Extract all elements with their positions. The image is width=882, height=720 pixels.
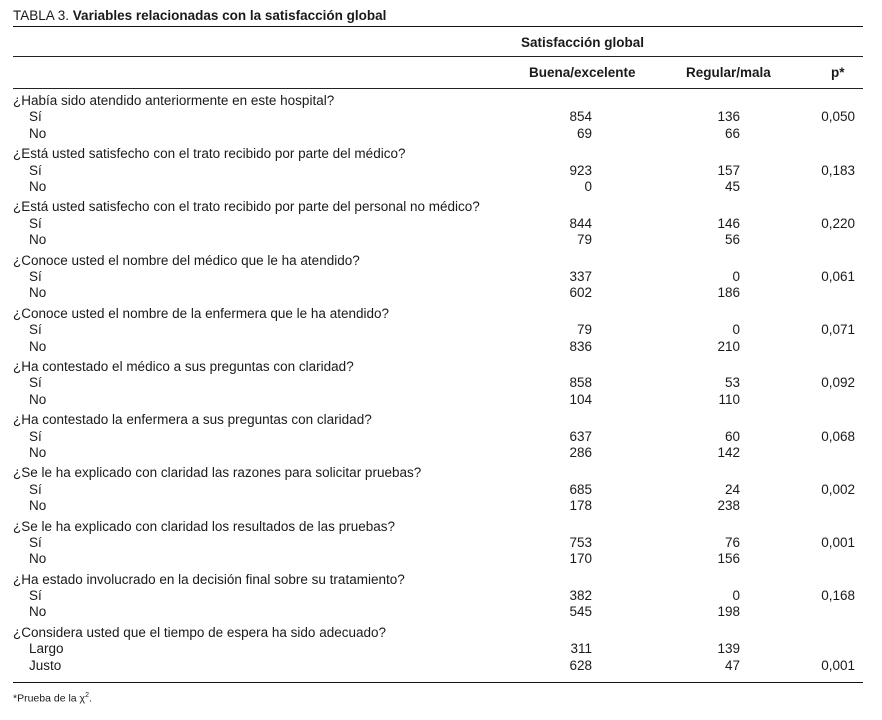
- question-text: ¿Ha contestado el médico a sus preguntas con claridad?: [13, 358, 354, 374]
- answer-label: No: [29, 338, 47, 354]
- caption-title: Variables relacionadas con la satisfacción global: [72, 8, 387, 23]
- question-row: [13, 199, 863, 215]
- value-buena: 685: [569, 481, 592, 497]
- value-p: 0,050: [821, 109, 855, 125]
- answer-row: [13, 285, 863, 301]
- question-row: [13, 253, 863, 269]
- column-header-p: p*: [831, 65, 845, 80]
- answer-row: [13, 551, 863, 567]
- value-regular: 139: [717, 641, 740, 657]
- answer-row: [13, 429, 863, 445]
- answer-row: [13, 339, 863, 355]
- value-p: 0,068: [821, 428, 855, 444]
- value-regular: 60: [724, 428, 740, 444]
- value-buena: 311: [570, 641, 592, 657]
- answer-row: [13, 445, 863, 461]
- answer-label: Sí: [29, 109, 42, 125]
- answer-label: No: [29, 391, 47, 407]
- value-buena: 382: [569, 588, 592, 604]
- value-p: 0,002: [821, 481, 855, 497]
- value-buena: 545: [569, 604, 592, 620]
- answer-row: [13, 109, 863, 125]
- value-buena: 858: [569, 375, 592, 391]
- answer-label: No: [29, 232, 47, 248]
- answer-label: No: [29, 444, 47, 460]
- value-buena: 854: [569, 109, 592, 125]
- value-regular: 24: [724, 481, 740, 497]
- table-document: [13, 6, 863, 705]
- value-regular: 110: [718, 391, 740, 407]
- value-regular: 0: [732, 588, 740, 604]
- value-regular: 146: [717, 215, 740, 231]
- value-buena: 628: [569, 657, 592, 673]
- answer-label: Sí: [29, 481, 42, 497]
- question-group: [13, 359, 863, 412]
- answer-label: Sí: [29, 322, 42, 338]
- question-text: ¿Considera usted que el tiempo de espera ha sido adecuado?: [13, 624, 387, 640]
- footnote-superscript: 2: [85, 692, 89, 700]
- value-p: 0,071: [821, 322, 855, 338]
- column-header-regular: Regular/mala: [686, 65, 771, 80]
- value-regular: 136: [717, 109, 740, 125]
- question-text: ¿Conoce usted el nombre de la enfermera que le ha atendido?: [13, 305, 389, 321]
- answer-label: Sí: [29, 534, 42, 550]
- footnote-text: *Prueba de la χ: [13, 692, 86, 705]
- answer-row: [13, 179, 863, 195]
- value-buena: 170: [569, 551, 592, 567]
- question-group: [13, 625, 863, 678]
- value-regular: 157: [717, 162, 740, 178]
- footnote: [13, 692, 863, 705]
- value-regular: 0: [732, 268, 740, 284]
- answer-row: [13, 126, 863, 142]
- answer-label: Sí: [29, 162, 42, 178]
- caption-prefix: TABLA 3.: [13, 8, 70, 23]
- question-group: [13, 572, 863, 625]
- value-buena: 104: [569, 391, 592, 407]
- question-group: [13, 519, 863, 572]
- question-group: [13, 412, 863, 465]
- question-text: ¿Ha estado involucrado en la decisión final sobre su tratamiento?: [13, 571, 405, 587]
- question-row: [13, 93, 863, 109]
- value-p: 0,001: [821, 657, 855, 673]
- value-regular: 47: [724, 657, 740, 673]
- answer-label: No: [29, 125, 47, 141]
- answer-label: No: [29, 498, 47, 514]
- answer-row: [13, 604, 863, 620]
- question-text: ¿Se le ha explicado con claridad los resultados de las pruebas?: [13, 518, 395, 534]
- value-buena: 178: [569, 498, 592, 514]
- question-text: ¿Está usted satisfecho con el trato recibido por parte del personal no médico?: [13, 199, 480, 215]
- question-row: [13, 306, 863, 322]
- answer-label: No: [29, 604, 47, 620]
- value-buena: 602: [569, 285, 592, 301]
- value-buena: 844: [569, 215, 592, 231]
- question-text: ¿Conoce usted el nombre del médico que le ha atendido?: [13, 252, 360, 268]
- question-group: [13, 253, 863, 306]
- value-regular: 186: [717, 285, 740, 301]
- answer-label: Largo: [29, 641, 64, 657]
- answer-row: [13, 269, 863, 285]
- column-group-header: [13, 27, 863, 56]
- value-buena: 69: [576, 125, 592, 141]
- question-text: ¿Está usted satisfecho con el trato recibido por parte del médico?: [13, 146, 406, 162]
- value-buena: 923: [569, 162, 592, 178]
- question-row: [13, 465, 863, 481]
- question-row: [13, 625, 863, 641]
- answer-row: [13, 392, 863, 408]
- value-regular: 198: [717, 604, 740, 620]
- footnote-suffix: .: [88, 692, 92, 705]
- answer-label: Sí: [29, 268, 42, 284]
- answer-label: No: [29, 551, 47, 567]
- value-buena: 79: [576, 322, 592, 338]
- value-buena: 0: [584, 178, 592, 194]
- value-p: 0,183: [821, 162, 855, 178]
- value-regular: 0: [732, 322, 740, 338]
- value-regular: 45: [724, 178, 740, 194]
- value-p: 0,168: [821, 588, 855, 604]
- answer-row: [13, 322, 863, 338]
- value-p: 0,061: [821, 268, 855, 284]
- answer-label: Sí: [29, 375, 42, 391]
- value-buena: 79: [576, 232, 592, 248]
- value-buena: 337: [569, 268, 592, 284]
- table-body: [13, 89, 863, 678]
- value-p: 0,220: [821, 215, 855, 231]
- question-row: [13, 146, 863, 162]
- answer-row: [13, 535, 863, 551]
- question-group: [13, 146, 863, 199]
- value-regular: 53: [724, 375, 740, 391]
- answer-label: No: [29, 178, 47, 194]
- value-regular: 66: [724, 125, 740, 141]
- answer-label: No: [29, 285, 47, 301]
- column-header-buena: Buena/excelente: [529, 65, 636, 80]
- question-row: [13, 519, 863, 535]
- question-row: [13, 412, 863, 428]
- value-buena: 637: [569, 428, 592, 444]
- answer-row: [13, 163, 863, 179]
- question-text: ¿Había sido atendido anteriormente en este hospital?: [13, 93, 335, 108]
- value-buena: 286: [569, 444, 592, 460]
- column-headers: [13, 57, 863, 88]
- value-regular: 76: [724, 534, 740, 550]
- question-row: [13, 572, 863, 588]
- answer-row: [13, 498, 863, 514]
- answer-row: [13, 232, 863, 248]
- value-p: 0,092: [821, 375, 855, 391]
- answer-row: [13, 588, 863, 604]
- question-group: [13, 93, 863, 146]
- group-label: Satisfacción global: [521, 35, 645, 50]
- value-regular: 56: [724, 232, 740, 248]
- answer-row: [13, 375, 863, 391]
- value-buena: 836: [569, 338, 592, 354]
- answer-label: Sí: [29, 215, 42, 231]
- question-text: ¿Se le ha explicado con claridad las razones para solicitar pruebas?: [13, 465, 422, 481]
- answer-label: Justo: [29, 657, 62, 673]
- value-regular: 156: [717, 551, 740, 567]
- question-text: ¿Ha contestado la enfermera a sus preguntas con claridad?: [13, 412, 372, 428]
- answer-row: [13, 482, 863, 498]
- answer-row: [13, 658, 863, 674]
- answer-label: Sí: [29, 588, 42, 604]
- value-buena: 753: [569, 534, 592, 550]
- value-regular: 142: [717, 444, 740, 460]
- question-group: [13, 306, 863, 359]
- question-group: [13, 199, 863, 252]
- value-p: 0,001: [821, 534, 855, 550]
- answer-row: [13, 641, 863, 657]
- bottom-rule: [13, 682, 863, 683]
- value-regular: 238: [717, 498, 740, 514]
- value-regular: 210: [717, 338, 740, 354]
- question-row: [13, 359, 863, 375]
- table-caption: [13, 6, 863, 26]
- answer-row: [13, 216, 863, 232]
- question-group: [13, 465, 863, 518]
- answer-label: Sí: [29, 428, 42, 444]
